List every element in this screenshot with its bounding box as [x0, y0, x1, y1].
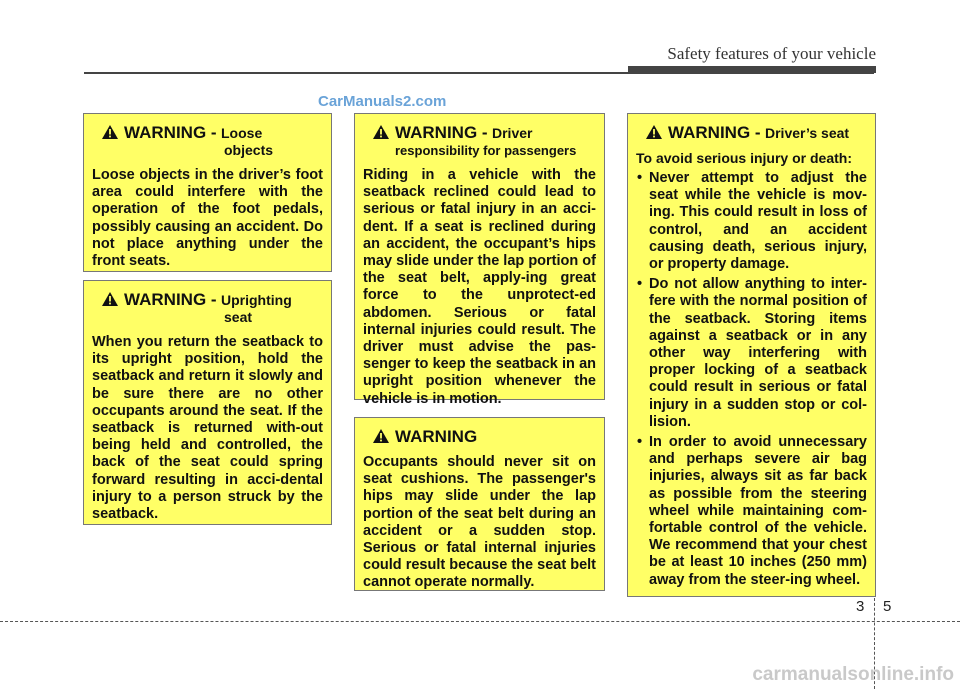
warning-word: WARNING -: [124, 123, 217, 142]
warning-box-driver-responsibility: [354, 113, 605, 407]
warning-body: Loose objects in the driver’s foot area could interfere with the operation of the foot pedals, possibly causing an accident. Do not place anything under the front seats.: [92, 167, 323, 270]
warning-subtitle-line2: responsibility for passengers: [395, 143, 577, 158]
warning-lead: To avoid serious injury or death:: [636, 150, 852, 166]
warning-triangle-icon: [373, 429, 389, 443]
warning-heading: [102, 291, 323, 326]
warning-heading: [373, 428, 596, 446]
warning-body: Riding in a vehicle with the seatback reclined could lead to serious or fatal injury in an acci-dent. If a seat is reclined during an accident, the occupant’s hips may slide under the lap portion of the seat belt, apply-ing great force to the unprotect-ed abdomen. Serious or fatal internal injuries could result. The driver must advise the pas-senger to keep the seatback in an upright position whenever the vehicle is in motion.: [363, 167, 596, 407]
watermark-top: CarManuals2.com: [318, 93, 447, 110]
warning-word: WARNING: [395, 427, 478, 446]
warning-box-loose-objects: [83, 113, 332, 272]
warning-box-drivers-seat: [627, 113, 876, 597]
warning-subtitle: Driver: [492, 125, 533, 141]
warning-word: WARNING -: [668, 123, 761, 142]
footer-dashed-rule: [0, 621, 960, 622]
warning-subtitle-line2: objects: [224, 142, 274, 158]
warning-triangle-icon: [373, 125, 389, 139]
list-item: • In order to avoid unnecessary and perhaps severe air bag injuries, always sit as far back as possible from the steering wheel while maintaining com-fortable control of the vehicle. We recommend that your chest be at least 10 inches (250 mm) away from the steer-ing wheel.: [637, 434, 867, 588]
warning-word: WARNING -: [124, 290, 217, 309]
warning-box-seat-cushions: [354, 417, 605, 591]
warning-heading: [373, 124, 596, 159]
page-chapter-number: 3: [856, 598, 865, 615]
list-item: • Do not allow anything to inter-fere with the normal position of the seatback. Storing items against a seatback or in any other way interfering with proper locking of a seatback could result in serious or fatal injury in a sudden stop or col-lision.: [637, 276, 867, 430]
warning-subtitle: Uprighting: [221, 292, 292, 308]
warning-body: Occupants should never sit on seat cushions. The passenger's hips may slide under the lap portion of the seat belt during an accident or a sudden stop. Serious or fatal internal injuries could result because the seat belt cannot operate normally.: [363, 454, 596, 591]
watermark-bottom: carmanualsonline.info: [752, 664, 954, 685]
list-item: • Never attempt to adjust the seat while the vehicle is mov-ing. This could result in loss of control, and an accident causing death, serious injury, or property damage.: [637, 170, 867, 273]
warning-word: WARNING -: [395, 123, 488, 142]
warning-subtitle-line2: seat: [224, 309, 253, 325]
warning-bullet-list: [636, 170, 867, 589]
warning-subtitle: Loose: [221, 125, 263, 141]
warning-triangle-icon: [646, 125, 662, 139]
warning-heading: [646, 124, 867, 142]
warning-heading: [102, 124, 323, 159]
warning-triangle-icon: [102, 292, 118, 306]
warning-triangle-icon: [102, 125, 118, 139]
header-rule-thick: [628, 66, 876, 73]
warning-box-upright-seat: [83, 280, 332, 525]
page-number: 5: [883, 598, 892, 615]
warning-subtitle: Driver’s seat: [765, 125, 850, 141]
page-header-title: Safety features of your vehicle: [667, 44, 876, 63]
warning-body: When you return the seatback to its upright position, hold the seatback and return it slowly and be sure there are no other occupants around the seat. If the seatback is returned with-out being held and controlled, the back of the seat could spring forward resulting in acci-dental injury to a person struck by the seatback.: [92, 334, 323, 523]
